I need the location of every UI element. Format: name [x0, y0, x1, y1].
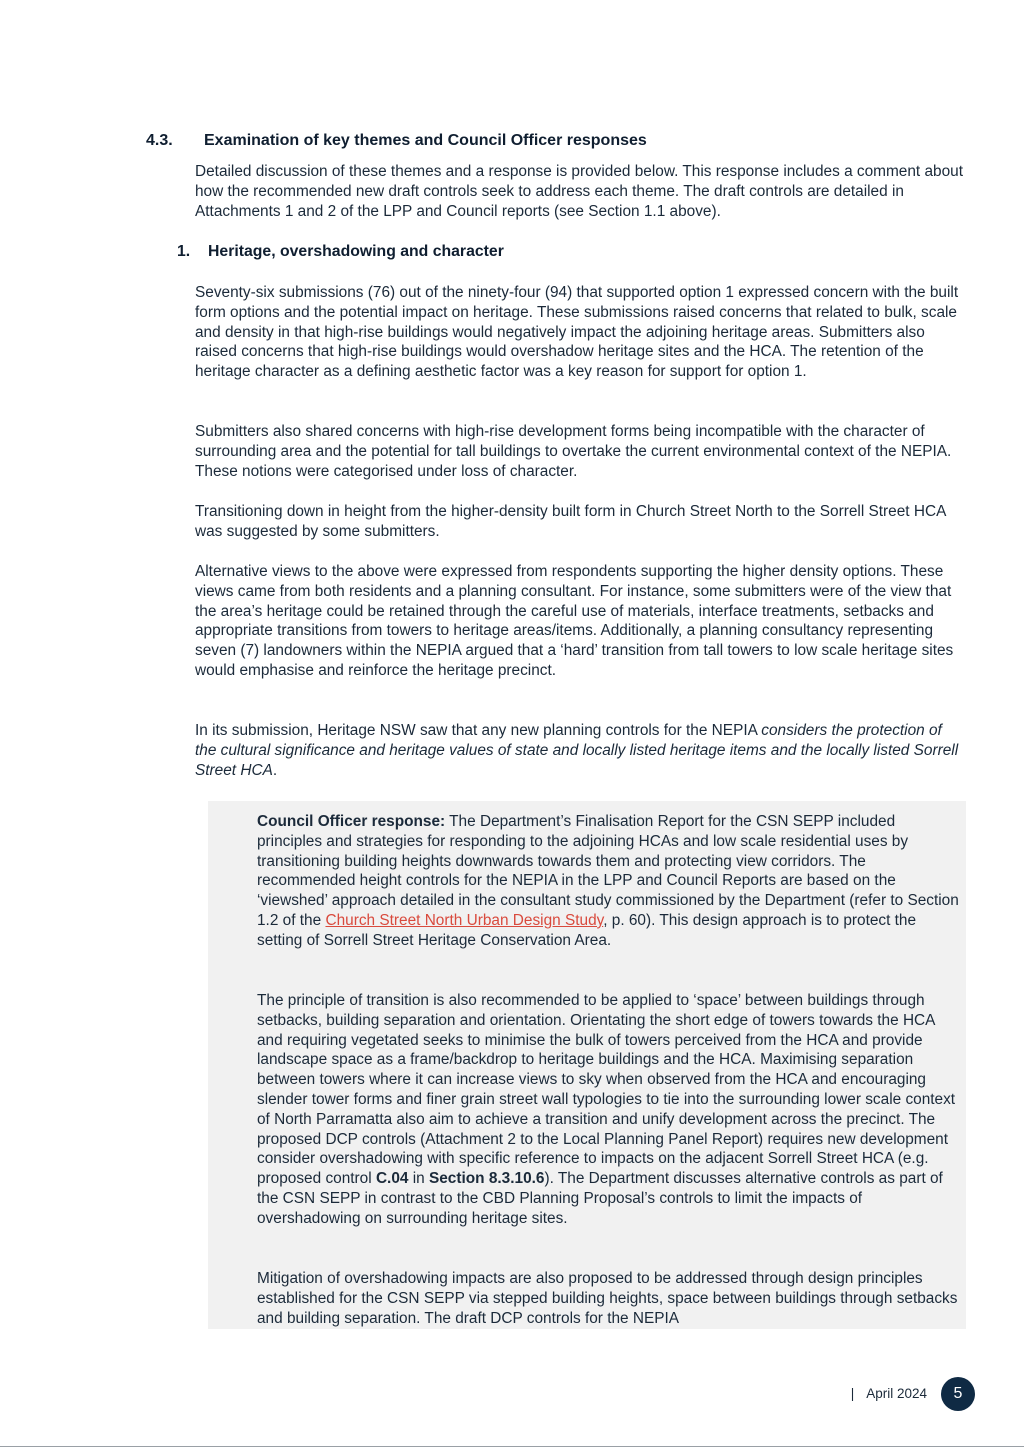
council-officer-response-box [208, 801, 966, 1329]
heritage-nsw-paragraph [195, 721, 967, 780]
section-heading [146, 131, 966, 151]
page-number-badge: 5 [941, 1377, 975, 1411]
response-paragraph-3: Mitigation of overshadowing impacts are also proposed to be addressed through design principles established for the CSN SEPP via stepped building heights, space between buildings through setbacks and building separation. The draft DCP controls for the NEPIA [257, 1270, 958, 1327]
response-label: Council Officer response: [257, 813, 446, 830]
theme-number: 1. [177, 243, 191, 260]
response-paragraph-2 [257, 991, 962, 1229]
theme-paragraph-1: Seventy-six submissions (76) out of the ninety-four (94) that supported option 1 expressed concern with the built form options and the potential impact on heritage. These submissions raised concerns that related to bulk, scale and density in that high-rise buildings would negatively impact the adjoining heritage areas. Submitters also raised concerns that high-rise buildings would overshadow heritage sites and the HCA. The retention of the heritage character as a defining aesthetic factor was a key reason for support for option 1. [195, 284, 959, 381]
theme-title: Heritage, overshadowing and character [208, 243, 504, 260]
page-bottom-divider [0, 1446, 1024, 1447]
theme-paragraph-3: Transitioning down in height from the higher-density built form in Church Street North to the Sorrell Street HCA was suggested by some submitters. [195, 503, 946, 540]
section-number: 4.3. [146, 132, 173, 149]
response-text-2b: ). The Department discusses alternative controls as part of the CSN SEPP in contrast to the CBD Planning Proposal’s controls to limit the impacts of overshadowing on surrounding heritage sites. [257, 1170, 943, 1227]
theme-heading [177, 242, 957, 262]
footer-separator: | [850, 1386, 855, 1401]
heritage-nsw-end: . [272, 761, 278, 779]
response-text-1a: The Department’s Finalisation Report for the CSN SEPP included principles and strategies for responding to the adjoining HCAs and low scale residential uses by transitioning building heights downwards towards them and protecting view corridors. The recommended height controls for the NEPIA in the LPP and Council Reports are based on the ‘viewshed’ approach detailed in the consultant study commissioned by the Department (refer to Section 1.2 of the [257, 813, 959, 929]
page-footer [851, 1384, 927, 1404]
response-text-2-in: in [408, 1170, 429, 1188]
response-paragraph-1 [257, 812, 962, 951]
footer-date: April 2024 [866, 1386, 927, 1401]
heritage-nsw-lead: In its submission, Heritage NSW saw that any new planning controls for the NEPIA [195, 722, 762, 739]
response-text-1b: , p. 60). This design approach is to protect the setting of Sorrell Street Heritage Conservation Area. [257, 911, 917, 949]
theme-paragraph-4: Alternative views to the above were expressed from respondents supporting the higher density options. These views came from both residents and a planning consultant. For instance, some submitters were of the view that the area’s heritage could be retained through the careful use of materials, interface treatments, setbacks and appropriate transitions from towers to heritage areas/items. Additionally, a planning consultancy representing seven (7) landowners within the NEPIA argued that a ‘hard’ transition from tall towers to low scale heritage sites would emphasise and reinforce the heritage precinct. [195, 563, 954, 679]
heritage-nsw-quote: considers the protection of the cultural significance and heritage values of state and locally listed heritage items and the locally listed Sorrell Street HCA [195, 722, 959, 779]
theme-paragraph-2: Submitters also shared concerns with high-rise development forms being incompatible with the character of surrounding area and the potential for tall buildings to overtake the current environmental context of the NEPIA. These notions were categorised under loss of character. [195, 423, 952, 480]
section-reference: Section 8.3.10.6 [428, 1170, 545, 1188]
section-title: Examination of key themes and Council Officer responses [204, 132, 647, 149]
control-reference: C.04 [375, 1170, 409, 1188]
section-intro: Detailed discussion of these themes and a response is provided below. This response includes a comment about how the recommended new draft controls seek to address each theme. The draft controls are detailed in Attachments 1 and 2 of the LPP and Council reports (see Section 1.1 above). [195, 163, 963, 220]
church-street-north-study-link[interactable]: Church Street North Urban Design Study [325, 911, 604, 929]
response-text-2a: The principle of transition is also recommended to be applied to ‘space’ between buildings through setbacks, building separation and orientation. Orientating the short edge of towers towards the HCA and requiring vegetated seeks to minimise the bulk of towers perceived from the HCA and provide landscape space as a frame/backdrop to heritage buildings and the HCA. Maximising separation between towers where it can increase views to sky when observed from the HCA and encouraging slender tower forms and finer grain street wall typologies to tie into the surrounding lower scale context of North Parramatta also aim to achieve a transition and unify development across the precinct. The proposed DCP controls (Attachment 2 to the Local Planning Panel Report) requires new development consider overshadowing with specific reference to impacts on the adjacent Sorrell Street HCA (e.g. proposed control [257, 992, 956, 1188]
